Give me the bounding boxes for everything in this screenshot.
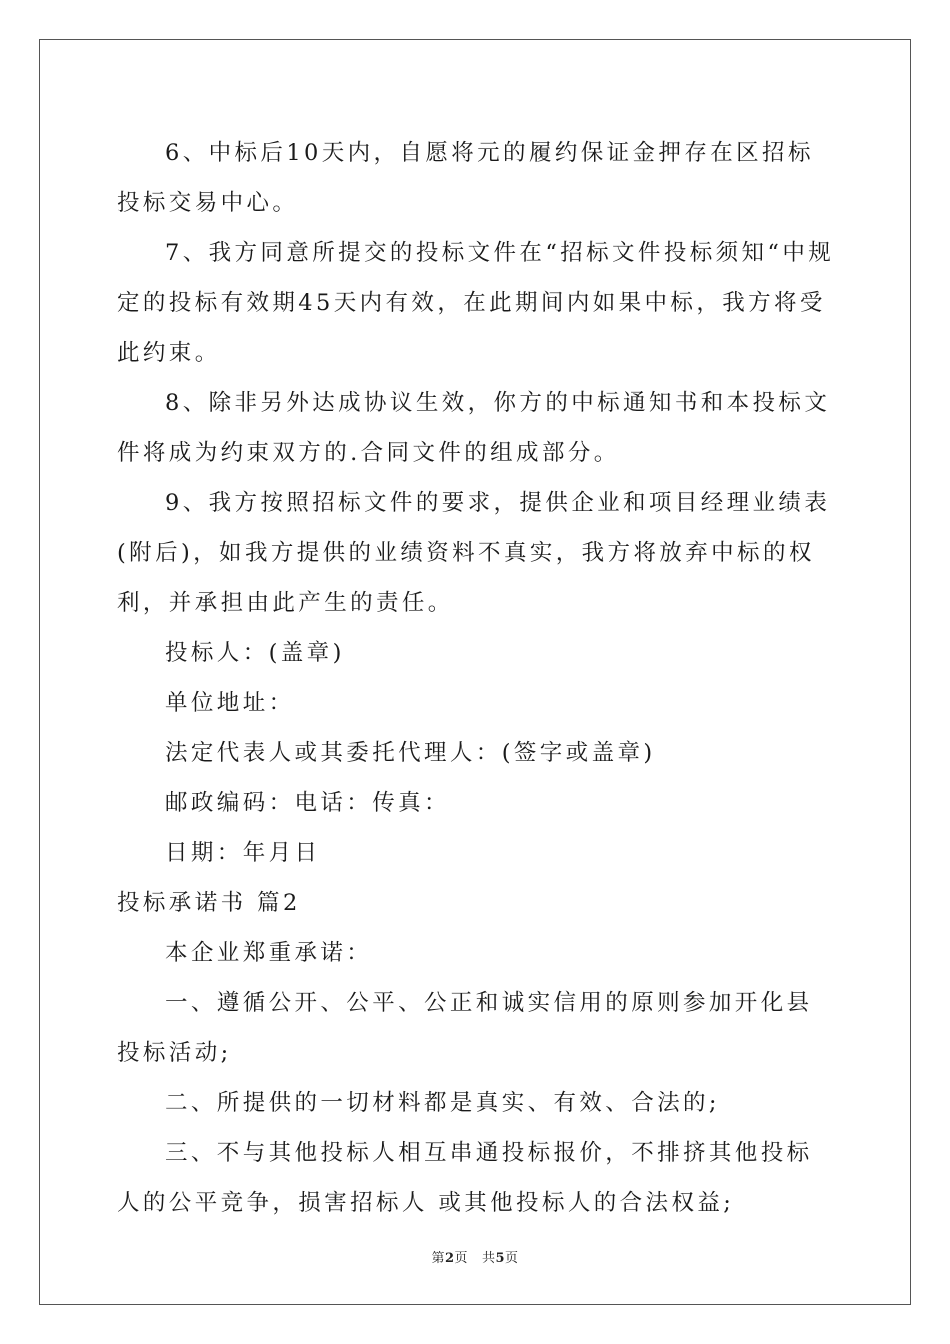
section-heading: 投标承诺书 篇2	[117, 890, 301, 916]
current-page-number: 2	[445, 1251, 455, 1266]
bidder-seal-line: 投标人：(盖章)	[165, 640, 345, 666]
commitment-2: 二、所提供的一切材料都是真实、有效、合法的;	[165, 1090, 720, 1116]
paragraph-8: 8、除非另外达成协议生效，你方的中标通知书和本投标文件将成为约束双方的.合同文件的组成部分。	[117, 390, 831, 466]
paragraph-6: 6、中标后10天内，自愿将元的履约保证金押存在区招标投标交易中心。	[117, 140, 814, 216]
document-body	[117, 128, 837, 1228]
total-page-number: 5	[495, 1251, 505, 1266]
representative-line: 法定代表人或其委托代理人：(签字或盖章)	[165, 740, 656, 766]
paragraph-9: 9、我方按照招标文件的要求，提供企业和项目经理业绩表(附后)，如我方提供的业绩资料不真实，我方将放弃中标的权利，并承担由此产生的责任。	[117, 490, 831, 616]
paragraph-7: 7、我方同意所提交的投标文件在“招标文件投标须知“中规定的投标有效期45天内有效，在此期间内如果中标，我方将受此约束。	[117, 240, 835, 366]
page-footer	[0, 1247, 950, 1266]
date-line: 日期：年月日	[165, 840, 321, 866]
commitment-1: 一、遵循公开、公平、公正和诚实信用的原则参加开化县投标活动;	[117, 990, 813, 1066]
contact-line: 邮政编码：电话：传真：	[165, 790, 450, 816]
footer-middle: 页 共	[454, 1251, 496, 1266]
address-line: 单位地址：	[165, 690, 295, 716]
commitment-3: 三、不与其他投标人相互串通投标报价，不排挤其他投标人的公平竞争，损害招标人 或其他投标人的合法权益;	[117, 1140, 813, 1216]
footer-prefix: 第	[431, 1251, 445, 1266]
commitment-intro: 本企业郑重承诺：	[165, 940, 373, 966]
footer-suffix: 页	[505, 1251, 519, 1266]
